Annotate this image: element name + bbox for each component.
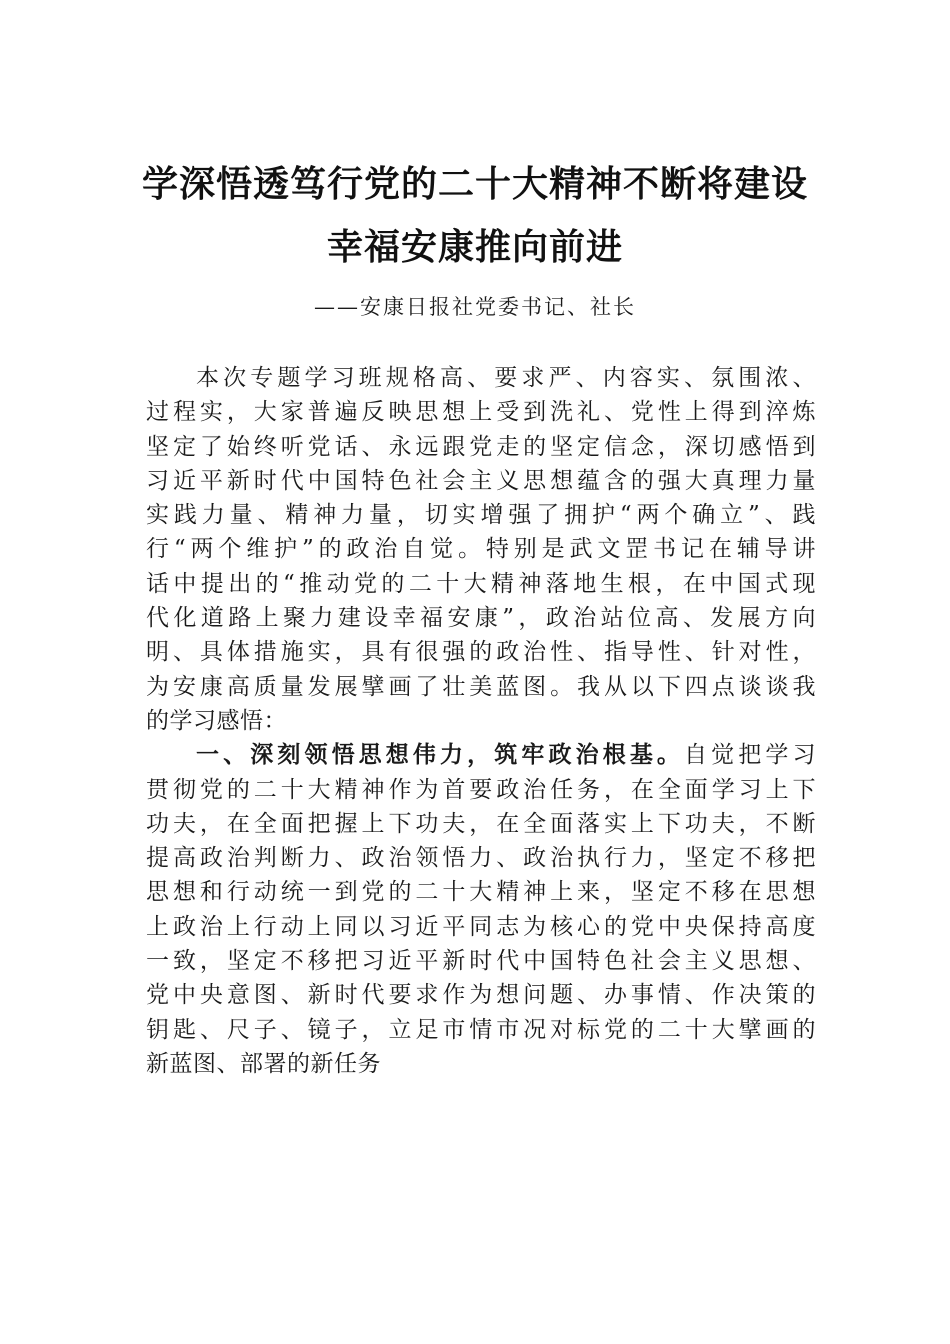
paragraph-1-line: 的学习感悟： (146, 707, 287, 734)
paragraph-1-line: 代化道路上聚力建设幸福安康”，政治站位高、发展方向 (146, 605, 816, 632)
paragraph-2-line: 上政治上行动上同以习近平同志为核心的党中央保持高度 (146, 913, 816, 940)
paragraph-1-line: 行“两个维护”的政治自觉。特别是武文罡书记在辅导讲 (146, 536, 816, 563)
paragraph-2-line: 一致，坚定不移把习近平新时代中国特色社会主义思想、 (146, 948, 816, 975)
section-heading: 一、深刻领悟思想伟力，筑牢政治根基。 (196, 742, 685, 769)
paragraph-2-line: 新蓝图、部署的新任务 (146, 1050, 381, 1077)
paragraph-1-line: 习近平新时代中国特色社会主义思想蕴含的强大真理力量 (146, 467, 816, 494)
paragraph-1-line: 话中提出的“推动党的二十大精神落地生根，在中国式现 (146, 570, 816, 597)
paragraph-1-line: 坚定了始终听党话、永远跟党走的坚定信念，深切感悟到 (146, 433, 816, 460)
paragraph-2-line: 功夫，在全面把握上下功夫，在全面落实上下功夫，不断 (146, 810, 816, 837)
document-title-line-2: 幸福安康推向前进 (326, 227, 623, 268)
paragraph-2-line: 贯彻党的二十大精神作为首要政治任务，在全面学习上下 (146, 776, 816, 803)
paragraph-2-first-line (146, 738, 816, 772)
paragraph-1-line: 本次专题学习班规格高、要求严、内容实、氛围浓、 (196, 365, 816, 391)
document-body (146, 361, 816, 1081)
document-subtitle: ——安康日报社党委书记、社长 (314, 295, 636, 319)
paragraph-2-line: 思想和行动统一到党的二十大精神上来，坚定不移在思想 (146, 879, 816, 906)
paragraph-1-line: 实践力量、精神力量，切实增强了拥护“两个确立”、践 (146, 502, 816, 529)
paragraph-2-line: 提高政治判断力、政治领悟力、政治执行力，坚定不移把 (146, 845, 816, 872)
paragraph-1-line: 明、具体措施实，具有很强的政治性、指导性、针对性， (146, 639, 816, 666)
paragraph-2-first-text: 自觉把学习 (684, 742, 817, 769)
paragraph-2-line: 党中央意图、新时代要求作为想问题、办事情、作决策的 (146, 982, 816, 1009)
paragraph-2-line: 钥匙、尺子、镜子，立足市情市况对标党的二十大擘画的 (146, 1016, 816, 1043)
paragraph-1-line: 过程实，大家普遍反映思想上受到洗礼、党性上得到淬炼 (146, 399, 816, 426)
document-title-line-1: 学深悟透笃行党的二十大精神不断将建设 (141, 164, 808, 205)
paragraph-1-line: 为安康高质量发展擘画了壮美蓝图。我从以下四点谈谈我 (146, 673, 816, 700)
